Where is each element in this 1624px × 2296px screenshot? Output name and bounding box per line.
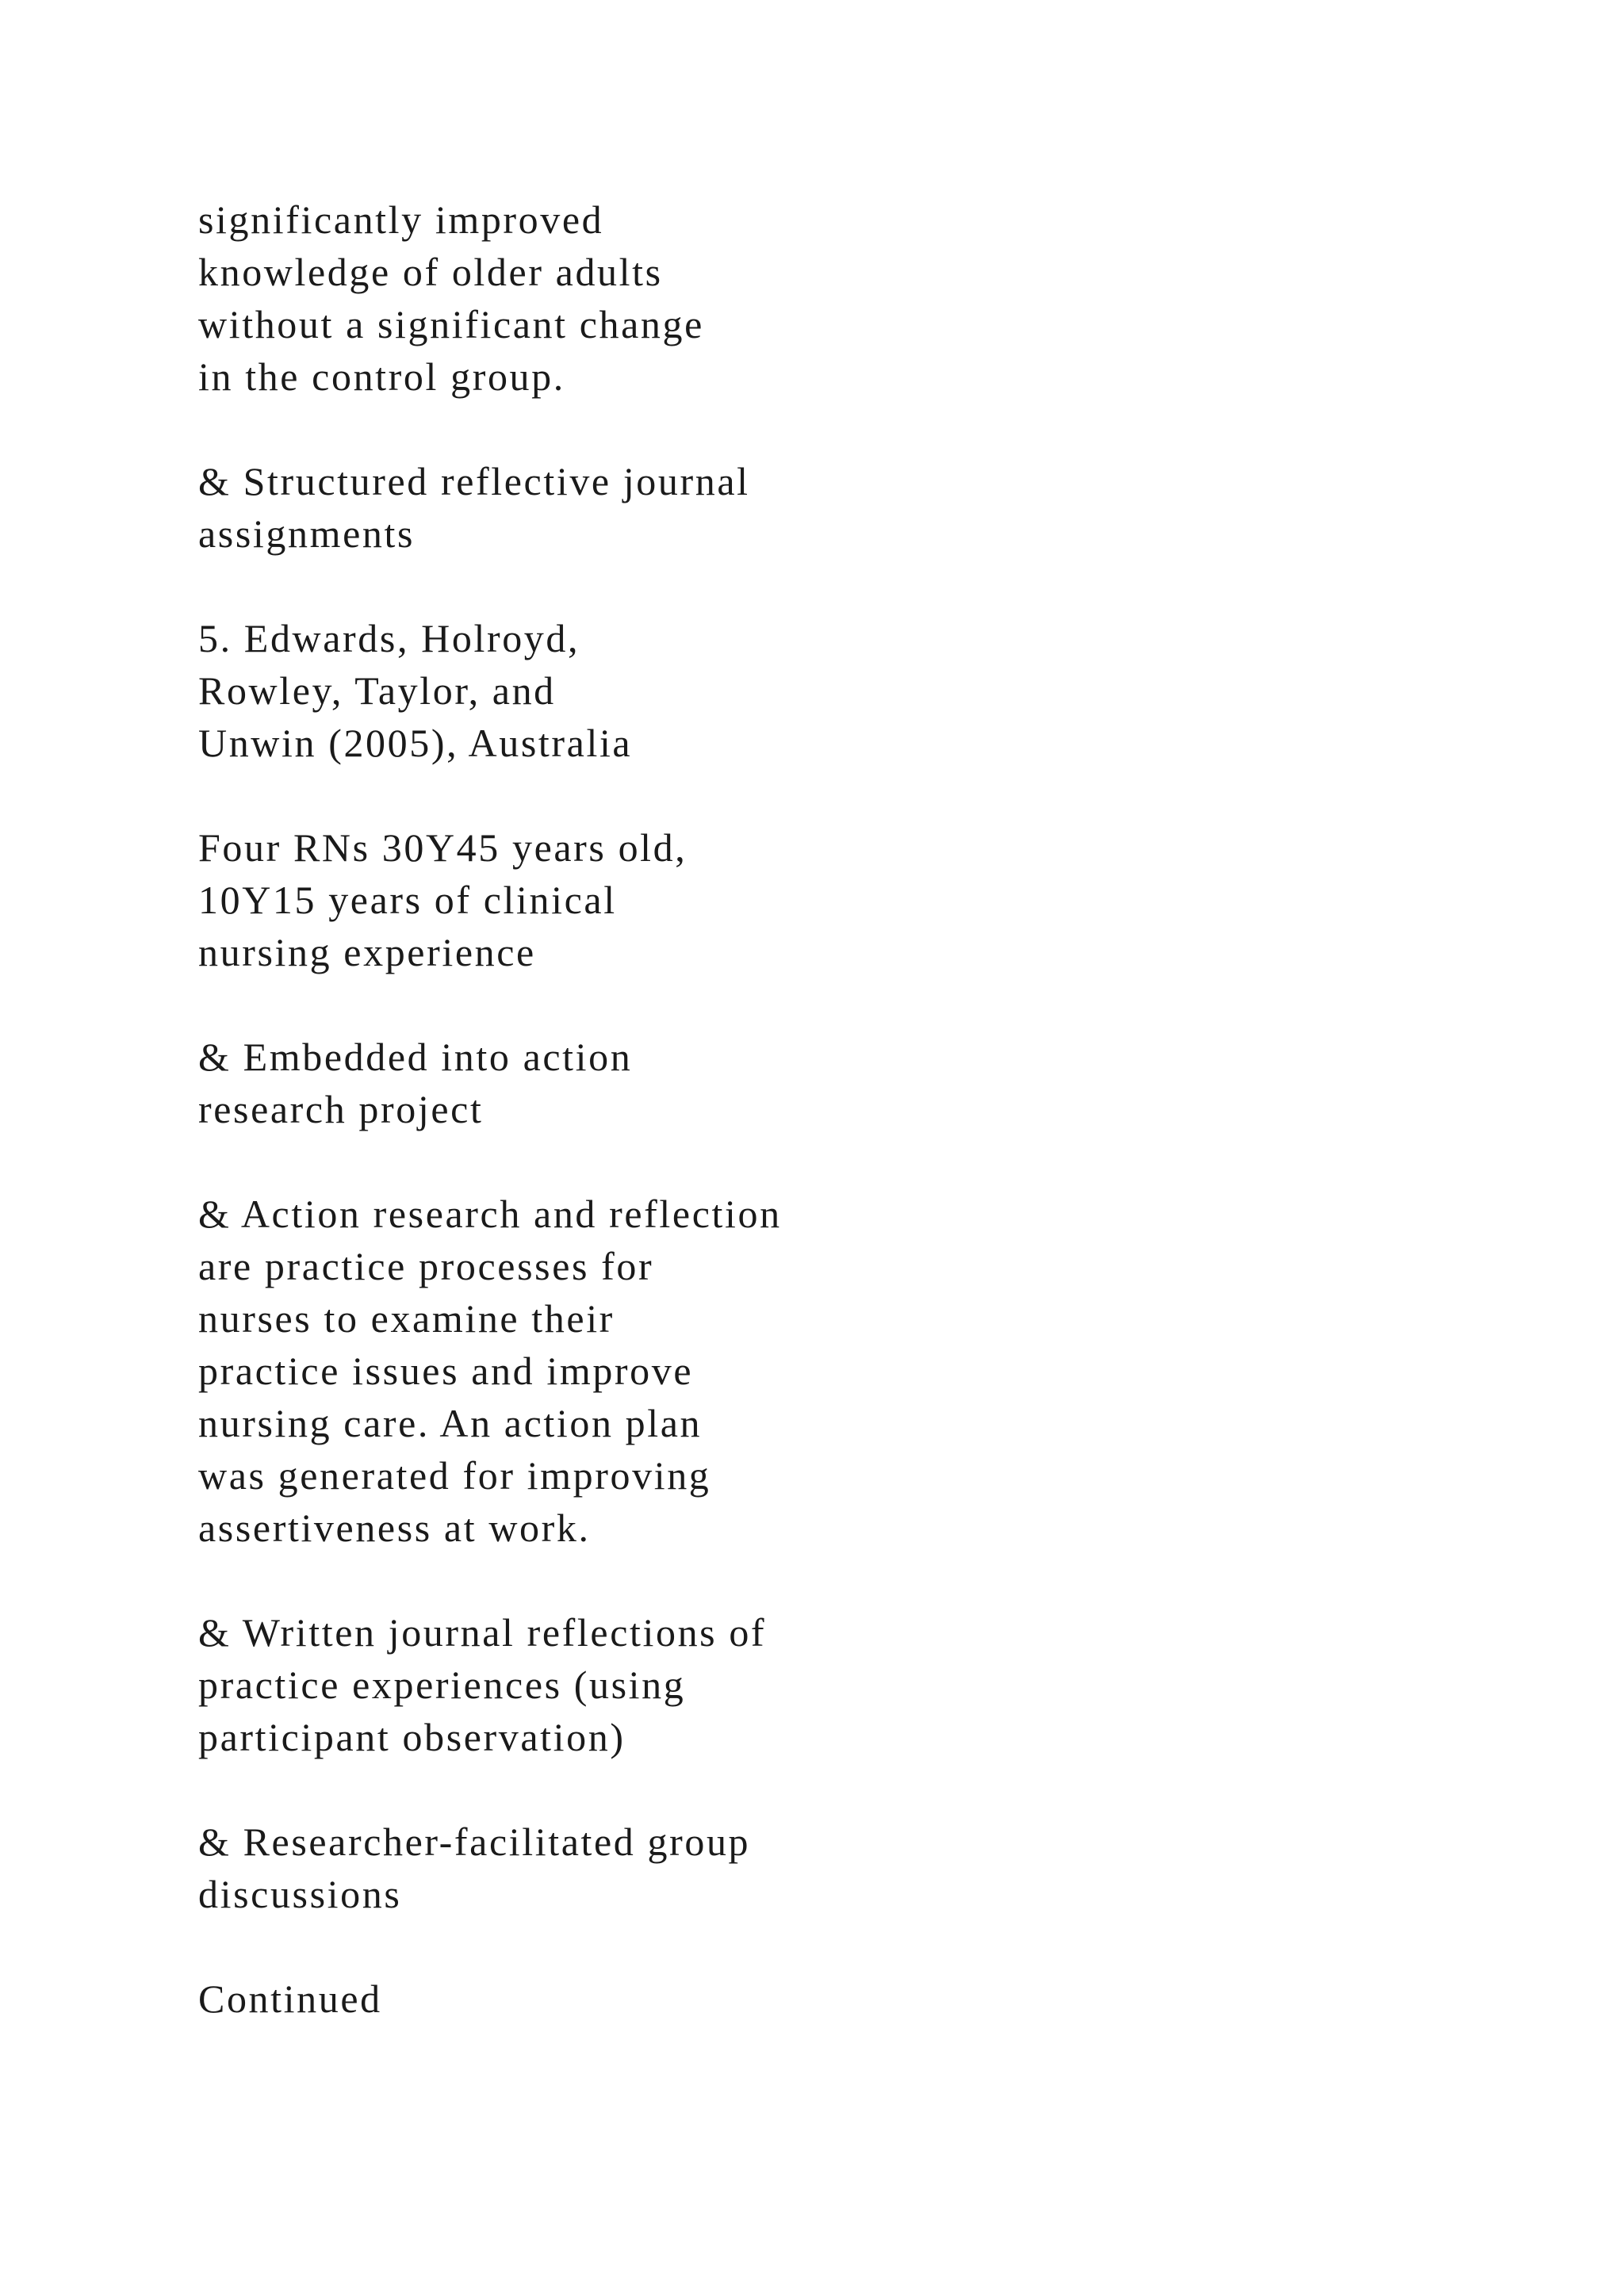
text-line: nursing care. An action plan [198, 1401, 703, 1445]
text-line: knowledge of older adults [198, 250, 663, 294]
text-line: assignments [198, 511, 416, 556]
text-line: & Action research and reflection [198, 1192, 782, 1236]
text-line: in the control group. [198, 354, 565, 399]
paragraph-participants [198, 821, 1467, 978]
paragraph-bullet-group-discussions [198, 1816, 1467, 1920]
text-line: significantly improved [198, 197, 604, 242]
paragraph-bullet-journal-assignments [198, 455, 1467, 560]
text-line: participant observation) [198, 1715, 626, 1759]
text-line: practice experiences (using [198, 1663, 686, 1707]
text-line: Continued [198, 1976, 382, 2021]
text-line: & Embedded into action [198, 1035, 633, 1079]
paragraph-results-text [198, 193, 1467, 403]
text-line: nurses to examine their [198, 1296, 615, 1341]
continued-label [198, 1973, 1467, 2025]
text-line: nursing experience [198, 930, 536, 974]
document-body [198, 193, 1467, 2025]
text-line: practice issues and improve [198, 1349, 694, 1393]
text-line: are practice processes for [198, 1244, 654, 1288]
text-line: & Researcher-facilitated group [198, 1820, 751, 1864]
text-line: without a significant change [198, 302, 704, 346]
text-line: & Structured reflective journal [198, 459, 750, 503]
text-line: assertiveness at work. [198, 1506, 591, 1550]
paragraph-bullet-action-research [198, 1188, 1467, 1554]
paragraph-bullet-embedded [198, 1031, 1467, 1135]
text-line: 10Y15 years of clinical [198, 878, 617, 922]
text-line: Unwin (2005), Australia [198, 721, 633, 765]
paragraph-study-citation [198, 612, 1467, 769]
text-line: & Written journal reflections of [198, 1610, 767, 1655]
text-line: Rowley, Taylor, and [198, 668, 556, 713]
text-line: Four RNs 30Y45 years old, [198, 825, 688, 870]
text-line: research project [198, 1087, 484, 1131]
text-line: was generated for improving [198, 1453, 711, 1498]
paragraph-bullet-written-reflections [198, 1606, 1467, 1763]
text-line: discussions [198, 1872, 402, 1916]
text-line: 5. Edwards, Holroyd, [198, 616, 580, 660]
